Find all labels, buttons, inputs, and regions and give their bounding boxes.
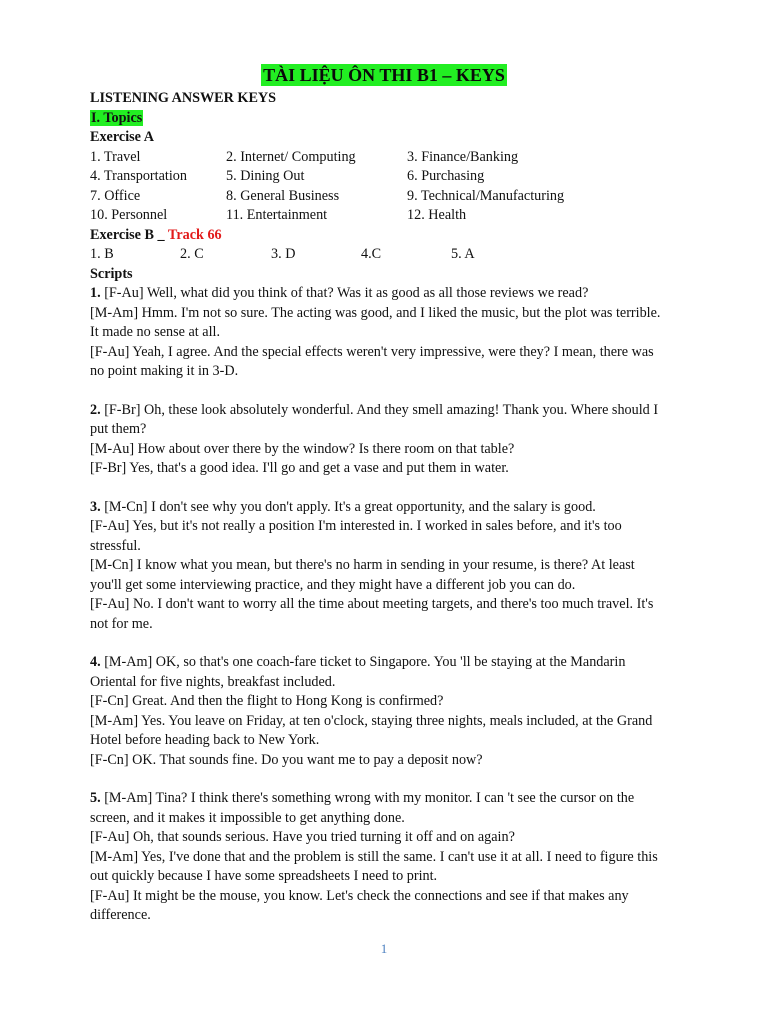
topics-row [90,187,710,207]
topics-row [90,206,710,226]
script-line [90,673,710,693]
scripts-list [90,284,710,926]
script-number: 3. [90,498,101,515]
scripts-heading: Scripts [90,265,133,282]
topics-row [90,167,710,187]
answers-row [90,245,710,265]
script-line [90,343,710,363]
page-number: 1 [380,941,388,956]
script-text: [M-Cn] I don't see why you don't apply. It's a great opportunity, and the salary is good. [104,498,596,515]
script-line [90,712,710,732]
script-number: 2. [90,401,101,418]
script-number: 5. [90,790,101,806]
script-block [90,401,710,479]
title-container [0,64,768,86]
topics-heading: I. Topics [91,109,143,126]
script-line [90,867,710,887]
script-block [90,498,710,635]
script-text: [F-Au] Yes, but it's not really a position I'm interested in. I worked in sales before, and it's too [90,518,622,534]
script-text: [F-Cn] OK. That sounds fine. Do you want me to pay a deposit now? [90,751,483,768]
script-text: [M-Am] Hmm. I'm not so sure. The acting was good, and I liked the music, but the plot was terrible. [90,304,661,321]
script-text: [M-Au] How about over there by the window? Is there room on that table? [90,440,515,457]
script-line [90,789,710,809]
script-line [90,420,710,440]
paragraph-gap [90,770,710,789]
topic-item: 1. Travel [90,148,141,165]
script-line [90,556,710,576]
script-block [90,653,710,770]
script-text: Hotel before heading back to New York. [90,732,320,748]
document-body [90,89,710,926]
script-text: stressful. [90,537,141,554]
script-block [90,284,710,382]
script-line [90,362,710,382]
script-line [90,498,710,518]
script-text: Oriental for five nights, breakfast included. [90,673,336,690]
topic-item: 10. Personnel [90,207,168,223]
document-title: TÀI LIỆU ÔN THI B1 – KEYS [263,65,505,85]
script-line [90,906,710,926]
script-text: [F-Cn] Great. And then the flight to Hong Kong is confirmed? [90,693,444,709]
script-line [90,537,710,557]
script-text: [F-Br] Oh, these look absolutely wonderful. And they smell amazing! Thank you. Where should I [104,401,659,418]
script-text: [F-Au] Yeah, I agree. And the special effects weren't very impressive, were they? I mean, there was [90,343,654,360]
script-text: you'll get some interviewing practice, and they might have a different job you can do. [90,576,576,593]
topics-row [90,148,710,168]
script-text: screen, and it makes it impossible to get anything done. [90,809,405,826]
topic-item: 11. Entertainment [226,207,328,223]
script-text: put them? [90,421,147,437]
script-text: [F-Br] Yes, that's a good idea. I'll go and get a vase and put them in water. [90,460,509,476]
script-text: difference. [90,907,151,923]
exercise-a-label: Exercise A [90,129,154,145]
topic-item: 9. Technical/Manufacturing [407,187,565,204]
script-line [90,304,710,324]
script-text: [M-Am] Tina? I think there's something wrong with my monitor. I can 't see the cursor on the [104,790,635,806]
topic-item: 8. General Business [226,187,340,204]
topic-item: 4. Transportation [90,168,187,184]
script-line [90,323,710,343]
script-line [90,653,710,673]
script-line [90,401,710,421]
paragraph-gap [90,479,710,498]
script-text: It made no sense at all. [90,324,221,340]
paragraph-gap [90,382,710,401]
answer-item: 5. A [451,246,475,262]
script-line [90,595,710,615]
script-line [90,284,710,304]
script-block [90,789,710,926]
exercise-b-heading [90,226,710,246]
script-line [90,751,710,771]
exercise-b-label: Exercise B _ [90,226,168,243]
script-text: [M-Am] OK, so that's one coach-fare ticket to Singapore. You 'll be staying at the Mandarin [104,654,626,670]
answer-item: 2. C [180,246,204,262]
script-text: no point making it in 3-D. [90,363,239,379]
script-text: [M-Am] Yes, I've done that and the problem is still the same. I can't use it at all. I need to figure this [90,848,658,865]
answer-item: 4.C [361,246,382,262]
section-heading: LISTENING ANSWER KEYS [90,90,277,106]
script-line [90,459,710,479]
script-line [90,887,710,907]
topic-item: 3. Finance/Banking [407,148,519,165]
topic-item: 5. Dining Out [226,168,305,184]
script-number: 1. [90,285,101,301]
script-text: [F-Au] It might be the mouse, you know. Let's check the connections and see if that makes any [90,887,629,904]
script-number: 4. [90,654,101,670]
script-text: not for me. [90,615,153,632]
answer-item: 3. D [271,246,296,262]
answer-item: 1. B [90,246,114,262]
script-line [90,692,710,712]
script-line [90,440,710,460]
topic-item: 6. Purchasing [407,168,485,184]
script-text: out quickly because I have some spreadsheets I need to print. [90,868,438,884]
script-line [90,828,710,848]
topic-item: 12. Health [407,207,467,223]
script-text: [F-Au] Oh, that sounds serious. Have you tried turning it off and on again? [90,829,515,845]
script-text: [F-Au] Well, what did you think of that? Was it as good as all those reviews we read? [104,285,589,301]
paragraph-gap [90,634,710,653]
topics-grid [90,148,710,226]
script-line [90,517,710,537]
topic-item: 2. Internet/ Computing [226,148,356,165]
script-line [90,809,710,829]
topic-item: 7. Office [90,187,141,204]
script-line [90,848,710,868]
script-line [90,576,710,596]
script-text: [M-Am] Yes. You leave on Friday, at ten o'clock, staying three nights, meals included, at the Grand [90,712,653,729]
script-line [90,615,710,635]
track-number: Track 66 [167,226,222,243]
script-line [90,731,710,751]
script-text: [M-Cn] I know what you mean, but there's no harm in sending in your resume, is there? At least [90,557,635,573]
script-text: [F-Au] No. I don't want to worry all the time about meeting targets, and there's too much travel. It's [90,596,654,612]
